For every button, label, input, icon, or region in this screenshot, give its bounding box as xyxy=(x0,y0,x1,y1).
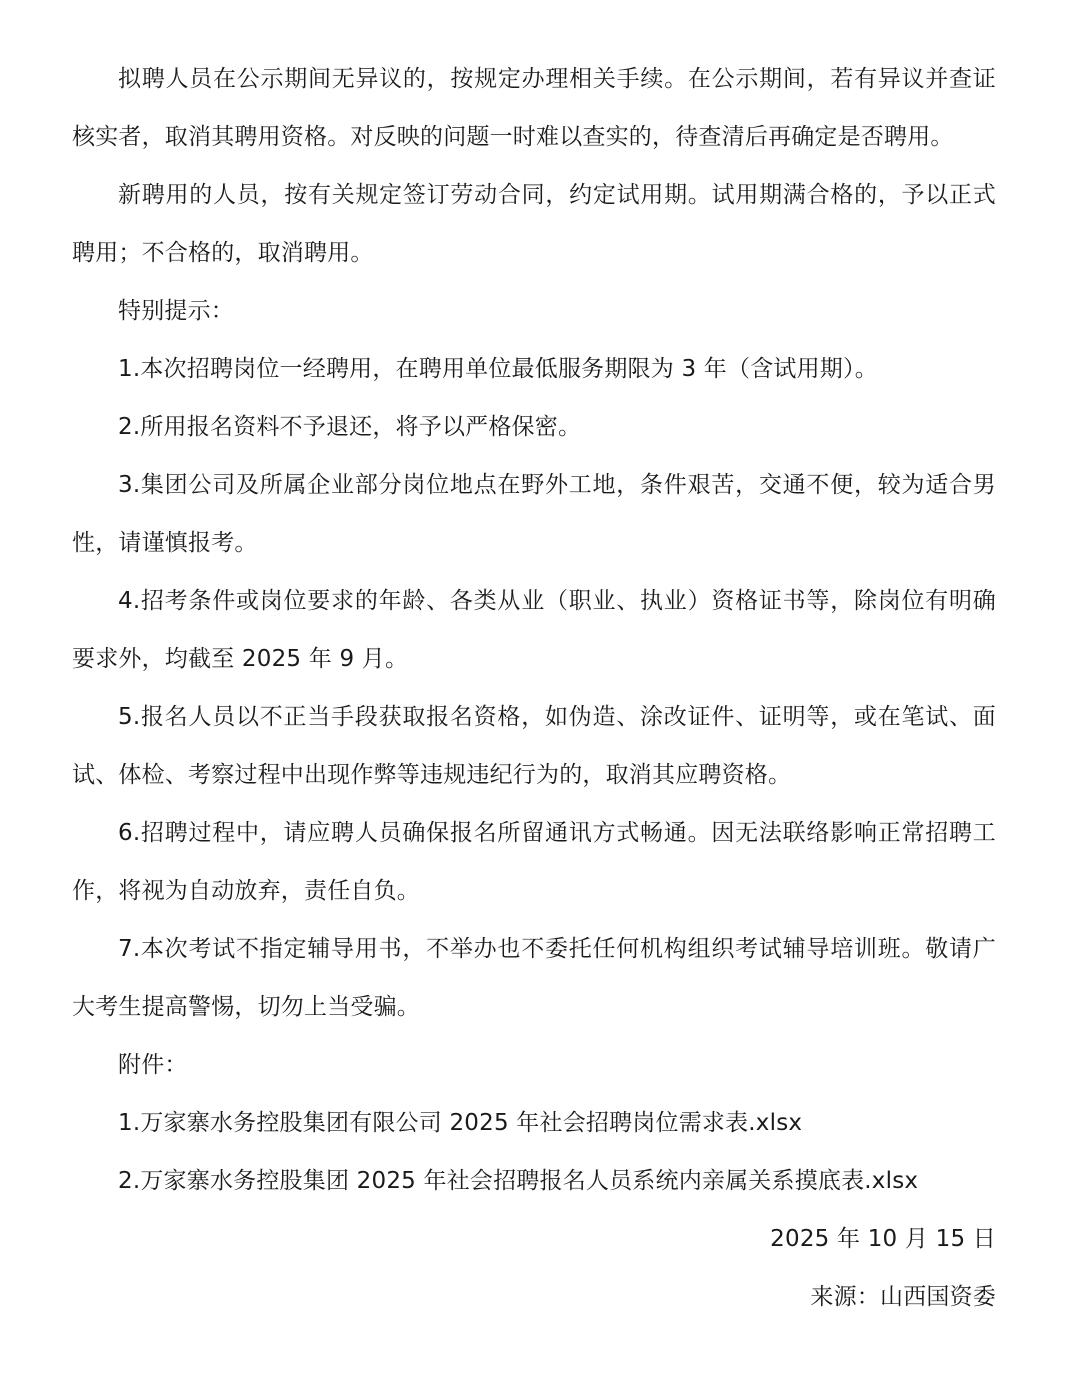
notice-item-4: 4.招考条件或岗位要求的年龄、各类从业（职业、执业）资格证书等，除岗位有明确要求外，均截至 2025 年 9 月。 xyxy=(72,588,996,672)
notice-item-1: 1.本次招聘岗位一经聘用，在聘用单位最低服务期限为 3 年（含试用期）。 xyxy=(118,356,878,382)
notice-item-2: 2.所用报名资料不予退还，将予以严格保密。 xyxy=(118,414,582,440)
notice-item-5: 5.报名人员以不正当手段获取报名资格，如伪造、涂改证件、证明等，或在笔试、面试、体检、考察过程中出现作弊等违规违纪行为的，取消其应聘资格。 xyxy=(72,704,996,788)
notice-item-3: 3.集团公司及所属企业部分岗位地点在野外工地，条件艰苦，交通不便，较为适合男性，请谨慎报考。 xyxy=(72,472,996,556)
notice-item-7: 7.本次考试不指定辅导用书，不举办也不委托任何机构组织考试辅导培训班。敬请广大考生提高警惕，切勿上当受骗。 xyxy=(72,936,996,1020)
paragraph-probation: 新聘用的人员，按有关规定签订劳动合同，约定试用期。试用期满合格的，予以正式聘用；不合格的，取消聘用。 xyxy=(72,182,996,266)
special-notice-heading: 特别提示： xyxy=(118,298,234,324)
attachment-item-1[interactable]: 1.万家寨水务控股集团有限公司 2025 年社会招聘岗位需求表.xlsx xyxy=(118,1110,803,1136)
attachments-heading: 附件： xyxy=(118,1052,188,1078)
notice-item-6: 6.招聘过程中，请应聘人员确保报名所留通讯方式畅通。因无法联络影响正常招聘工作，将视为自动放弃，责任自负。 xyxy=(72,820,996,904)
document-date: 2025 年 10 月 15 日 xyxy=(770,1226,996,1252)
paragraph-objection-handling: 拟聘人员在公示期间无异议的，按规定办理相关手续。在公示期间，若有异议并查证核实者，取消其聘用资格。对反映的问题一时难以查实的，待查清后再确定是否聘用。 xyxy=(72,66,996,150)
attachment-item-2[interactable]: 2.万家寨水务控股集团 2025 年社会招聘报名人员系统内亲属关系摸底表.xlsx xyxy=(118,1168,919,1194)
document-source: 来源：山西国资委 xyxy=(810,1284,996,1310)
